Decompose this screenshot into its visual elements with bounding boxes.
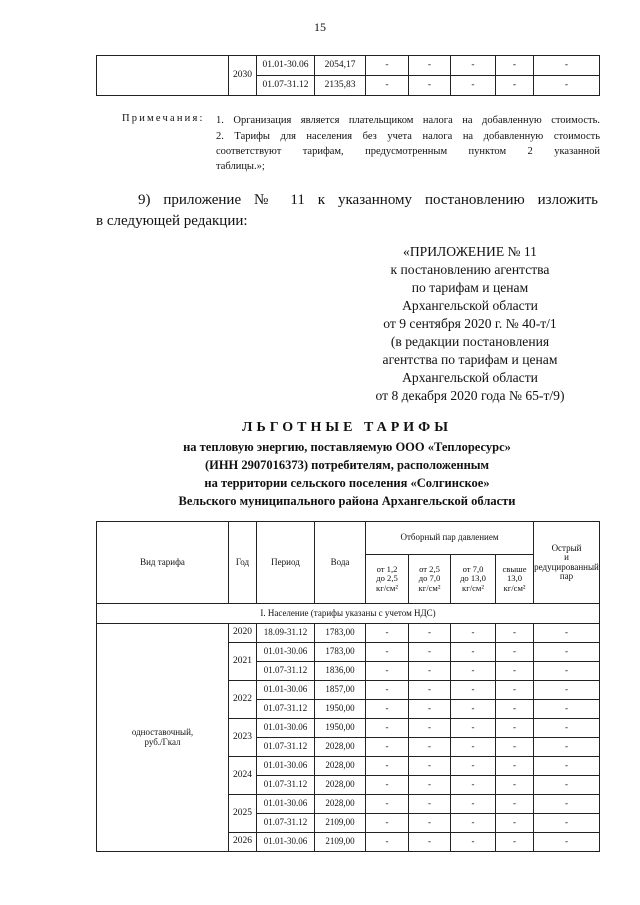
header-period: Период	[257, 522, 315, 604]
header-sharp-steam: Острый и редуцированный пар	[534, 522, 600, 604]
dash-cell: -	[366, 776, 409, 795]
dash-cell: -	[366, 795, 409, 814]
dash-cell: -	[451, 700, 496, 719]
dash-cell: -	[496, 776, 534, 795]
dash-cell: -	[409, 795, 451, 814]
dash-cell: -	[496, 795, 534, 814]
dash-cell: -	[451, 719, 496, 738]
dash-cell: -	[409, 757, 451, 776]
dash-cell: -	[534, 738, 600, 757]
dash-cell: -	[366, 56, 409, 76]
header-steam-col: от 1,2 до 2,5 кг/см²	[366, 555, 409, 604]
period-cell: 01.01-30.06	[257, 56, 315, 76]
dash-cell: -	[451, 624, 496, 643]
dash-cell: -	[366, 757, 409, 776]
water-cell: 2028,00	[315, 757, 366, 776]
appendix-line: «ПРИЛОЖЕНИЕ № 11	[403, 244, 537, 259]
appendix-line: от 8 декабря 2020 года № 65-т/9)	[375, 388, 565, 403]
title-line: Вельского муниципального района Архангельской области	[178, 494, 516, 508]
water-cell: 2054,17	[315, 56, 366, 76]
water-cell: 1836,00	[315, 662, 366, 681]
title-line: (ИНН 2907016373) потребителям, расположенным	[204, 458, 490, 472]
period-cell: 01.07-31.12	[257, 814, 315, 833]
water-cell: 2028,00	[315, 795, 366, 814]
note-line: 1. Организация является плательщиком налога на добавленную стоимость.	[216, 115, 600, 126]
dash-cell: -	[496, 700, 534, 719]
dash-cell: -	[366, 833, 409, 852]
water-cell: 1857,00	[315, 681, 366, 700]
title-line: на тепловую энергию, поставляемую ООО «Теплоресурс»	[183, 440, 511, 454]
dash-cell: -	[451, 757, 496, 776]
period-cell: 01.01-30.06	[257, 643, 315, 662]
water-cell: 2135,83	[315, 76, 366, 96]
note-line: 2. Тарифы для населения без учета налога на добавленную стоимость	[216, 131, 600, 142]
paragraph-9	[96, 190, 598, 232]
title-heading: ЛЬГОТНЫЕ ТАРИФЫ	[242, 420, 452, 435]
dash-cell: -	[534, 56, 600, 76]
dash-cell: -	[409, 814, 451, 833]
paragraph-line: в следующей редакции:	[96, 213, 248, 229]
dash-cell: -	[409, 833, 451, 852]
dash-cell: -	[534, 719, 600, 738]
dash-cell: -	[496, 624, 534, 643]
dash-cell: -	[451, 776, 496, 795]
year-cell: 2023	[229, 719, 257, 757]
dash-cell: -	[534, 814, 600, 833]
period-cell: 01.07-31.12	[257, 662, 315, 681]
appendix-line: Архангельской области	[402, 298, 538, 313]
tariff-label-cell: одноставочный, руб./Гкал	[97, 624, 229, 852]
dash-cell: -	[366, 681, 409, 700]
period-cell: 01.01-30.06	[257, 719, 315, 738]
period-cell: 01.01-30.06	[257, 795, 315, 814]
dash-cell: -	[534, 76, 600, 96]
note-line: таблицы.»;	[216, 161, 265, 172]
header-steam-col: от 7,0 до 13,0 кг/см²	[451, 555, 496, 604]
appendix-line: от 9 сентября 2020 г. № 40-т/1	[383, 316, 557, 331]
dash-cell: -	[534, 757, 600, 776]
year-cell: 2030	[229, 56, 257, 96]
dash-cell: -	[451, 56, 496, 76]
header-steam-col: свыше 13,0 кг/см²	[496, 555, 534, 604]
period-cell: 18.09-31.12	[257, 624, 315, 643]
appendix-line: к постановлению агентства	[390, 262, 550, 277]
dash-cell: -	[409, 719, 451, 738]
dash-cell: -	[534, 795, 600, 814]
appendix-line: Архангельской области	[402, 370, 538, 385]
dash-cell: -	[451, 76, 496, 96]
dash-cell: -	[366, 700, 409, 719]
dash-cell: -	[409, 700, 451, 719]
period-cell: 01.07-31.12	[257, 76, 315, 96]
year-cell: 2022	[229, 681, 257, 719]
dash-cell: -	[409, 76, 451, 96]
dash-cell: -	[451, 738, 496, 757]
year-cell: 2021	[229, 643, 257, 681]
water-cell: 2028,00	[315, 776, 366, 795]
year-cell: 2020	[229, 624, 257, 643]
dash-cell: -	[409, 56, 451, 76]
notes-label: Примечания:	[122, 113, 205, 124]
dash-cell: -	[366, 624, 409, 643]
dash-cell: -	[496, 76, 534, 96]
dash-cell: -	[366, 814, 409, 833]
dash-cell: -	[409, 738, 451, 757]
dash-cell: -	[534, 662, 600, 681]
dash-cell: -	[451, 795, 496, 814]
period-cell: 01.07-31.12	[257, 776, 315, 795]
dash-cell: -	[366, 662, 409, 681]
dash-cell: -	[366, 76, 409, 96]
title-line: на территории сельского поселения «Солгинское»	[204, 476, 490, 490]
tariff-table	[96, 521, 600, 852]
dash-cell: -	[451, 814, 496, 833]
water-cell: 2109,00	[315, 833, 366, 852]
dash-cell: -	[496, 814, 534, 833]
dash-cell: -	[534, 681, 600, 700]
appendix-line: агентства по тарифам и ценам	[382, 352, 558, 367]
year-cell: 2024	[229, 757, 257, 795]
tariff-type-cell	[97, 56, 229, 96]
dash-cell: -	[409, 662, 451, 681]
document-title	[96, 418, 598, 510]
year-cell: 2025	[229, 795, 257, 833]
dash-cell: -	[451, 681, 496, 700]
dash-cell: -	[496, 719, 534, 738]
year-cell: 2026	[229, 833, 257, 852]
dash-cell: -	[451, 833, 496, 852]
dash-cell: -	[366, 719, 409, 738]
dash-cell: -	[409, 681, 451, 700]
water-cell: 2028,00	[315, 738, 366, 757]
dash-cell: -	[409, 643, 451, 662]
dash-cell: -	[496, 662, 534, 681]
header-steam: Отборный пар давлением	[366, 522, 534, 555]
header-steam-col: от 2,5 до 7,0 кг/см²	[409, 555, 451, 604]
dash-cell: -	[534, 624, 600, 643]
water-cell: 1950,00	[315, 700, 366, 719]
dash-cell: -	[496, 56, 534, 76]
dash-cell: -	[366, 738, 409, 757]
dash-cell: -	[496, 757, 534, 776]
dash-cell: -	[534, 700, 600, 719]
dash-cell: -	[451, 643, 496, 662]
dash-cell: -	[496, 681, 534, 700]
dash-cell: -	[534, 643, 600, 662]
note-line: соответствуют тарифам, предусмотренным пунктом 2 указанной	[216, 146, 600, 157]
paragraph-line: 9) приложение № 11 к указанному постановлению изложить	[138, 192, 598, 208]
appendix-line: по тарифам и ценам	[411, 280, 529, 295]
dash-cell: -	[366, 643, 409, 662]
header-water: Вода	[315, 522, 366, 604]
header-year: Год	[229, 522, 257, 604]
dash-cell: -	[409, 624, 451, 643]
period-cell: 01.07-31.12	[257, 700, 315, 719]
dash-cell: -	[496, 833, 534, 852]
period-cell: 01.07-31.12	[257, 738, 315, 757]
period-cell: 01.01-30.06	[257, 757, 315, 776]
dash-cell: -	[534, 833, 600, 852]
period-cell: 01.01-30.06	[257, 681, 315, 700]
continuation-table	[96, 55, 600, 96]
dash-cell: -	[451, 662, 496, 681]
dash-cell: -	[534, 776, 600, 795]
water-cell: 1783,00	[315, 643, 366, 662]
appendix-header	[340, 243, 600, 405]
dash-cell: -	[496, 738, 534, 757]
header-tariff-type: Вид тарифа	[97, 522, 229, 604]
water-cell: 1950,00	[315, 719, 366, 738]
section-heading: I. Население (тарифы указаны с учетом НДС)	[97, 604, 600, 624]
water-cell: 2109,00	[315, 814, 366, 833]
water-cell: 1783,00	[315, 624, 366, 643]
dash-cell: -	[496, 643, 534, 662]
page-number: 15	[314, 20, 326, 34]
appendix-line: (в редакции постановления	[390, 334, 550, 349]
dash-cell: -	[409, 776, 451, 795]
period-cell: 01.01-30.06	[257, 833, 315, 852]
